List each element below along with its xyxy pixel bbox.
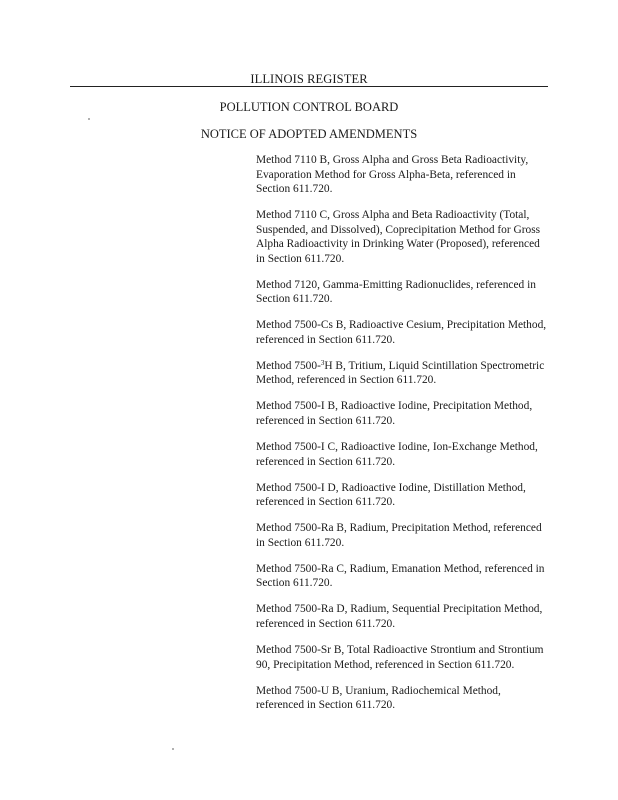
method-entry-tritium: [256, 359, 551, 388]
method-entry-superscript: 3: [320, 358, 325, 367]
scan-speck: [88, 118, 90, 120]
notice-title: NOTICE OF ADOPTED AMENDMENTS: [200, 127, 418, 141]
method-entry: Method 7500-Cs B, Radioactive Cesium, Precipitation Method, referenced in Section 611.720.: [256, 319, 547, 346]
method-entry-prefix: Method 7500-: [256, 359, 321, 372]
method-entry: Method 7120, Gamma-Emitting Radionuclides, referenced in Section 611.720.: [256, 278, 536, 306]
method-entry: Method 7500-Ra B, Radium, Precipitation Method, referenced in Section 611.720.: [256, 522, 542, 549]
header-rule: [70, 86, 548, 87]
method-entry-suffix: H B, Tritium, Liquid Scintillation Spectrometric Method, referenced in Section 611.720.: [256, 359, 545, 387]
method-entry: Method 7110 C, Gross Alpha and Beta Radioactivity (Total, Suspended, and Dissolved), Coprecipitation Method for Gross Alpha Radioactivity in Drinking Water (Proposed), referenced in Section 611.720.: [256, 209, 541, 265]
method-list: [256, 153, 551, 724]
method-entry: Method 7110 B, Gross Alpha and Gross Beta Radioactivity, Evaporation Method for Gross Alpha-Beta, referenced in Section 611.720.: [256, 154, 529, 195]
method-entry: Method 7500-Ra D, Radium, Sequential Precipitation Method, referenced in Section 611.720.: [256, 603, 543, 630]
method-entry: Method 7500-I C, Radioactive Iodine, Ion-Exchange Method, referenced in Section 611.720.: [256, 441, 538, 468]
method-entry: Method 7500-Ra C, Radium, Emanation Method, referenced in Section 611.720.: [256, 562, 545, 590]
method-entry: Method 7500-U B, Uranium, Radiochemical Method, referenced in Section 611.720.: [256, 684, 501, 712]
method-entry: Method 7500-I B, Radioactive Iodine, Precipitation Method, referenced in Section 611.720.: [256, 400, 533, 427]
scan-speck: [172, 748, 174, 750]
method-entry: Method 7500-Sr B, Total Radioactive Strontium and Strontium 90, Precipitation Method, referenced in Section 611.720.: [256, 644, 544, 671]
register-title: ILLINOIS REGISTER: [250, 72, 368, 86]
board-title: POLLUTION CONTROL BOARD: [219, 100, 399, 114]
method-entry: Method 7500-I D, Radioactive Iodine, Distillation Method, referenced in Section 611.720.: [256, 481, 526, 509]
